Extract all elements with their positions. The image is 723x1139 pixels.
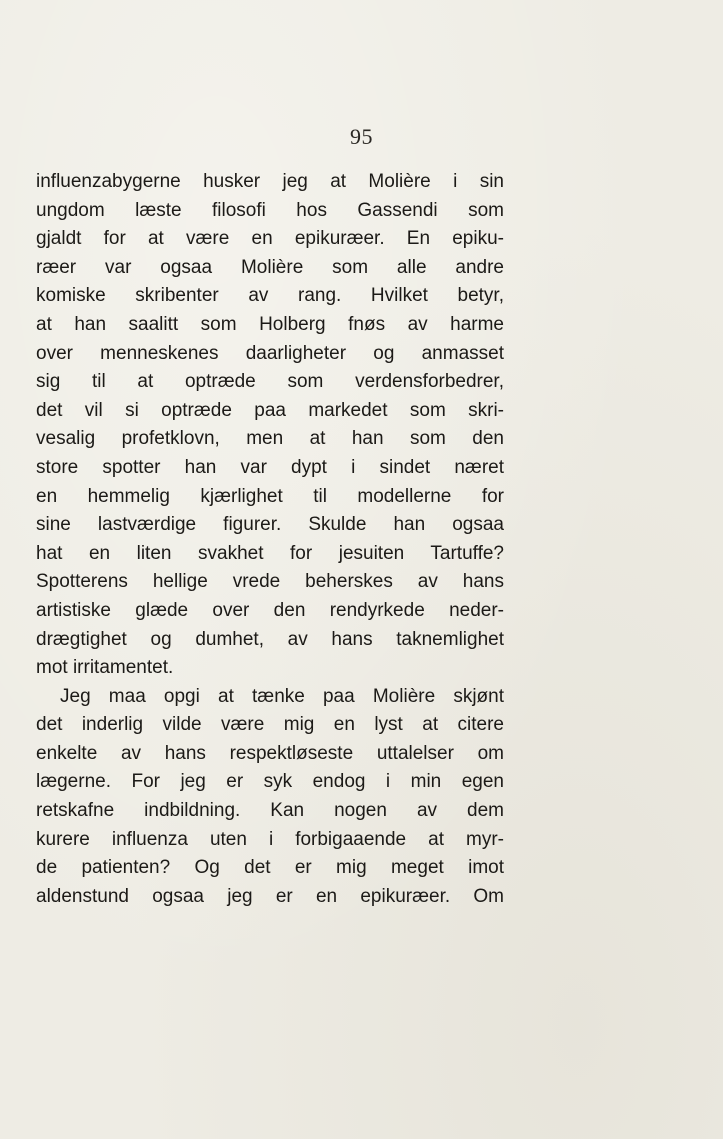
text-line: hat en liten svakhet for jesuiten Tartuffe? bbox=[36, 542, 504, 564]
text-line: at han saalitt som Holberg fnøs av harme bbox=[36, 313, 504, 335]
text-line: artistiske glæde over den rendyrkede neder- bbox=[36, 599, 504, 621]
text-line: enkelte av hans respektløseste uttalelser om bbox=[36, 742, 504, 764]
text-line: lægerne. For jeg er syk endog i min egen bbox=[36, 771, 504, 793]
text-line: gjaldt for at være en epikuræer. En epiku- bbox=[36, 228, 504, 250]
text-line: det vil si optræde paa markedet som skri- bbox=[36, 399, 504, 421]
text-line-paragraph-end: mot irritamentet. bbox=[36, 657, 174, 679]
text-line: drægtighet og dumhet, av hans taknemlighet bbox=[36, 628, 504, 650]
text-line: ræer var ogsaa Molière som alle andre bbox=[36, 256, 504, 278]
text-line: store spotter han var dypt i sindet næret bbox=[36, 456, 504, 478]
text-line: Spotterens hellige vrede beherskes av hans bbox=[36, 571, 504, 593]
body-text bbox=[36, 168, 504, 911]
text-line: retskafne indbildning. Kan nogen av dem bbox=[36, 800, 504, 822]
text-line-paragraph-start: Jeg maa opgi at tænke paa Molière skjønt bbox=[60, 685, 504, 707]
text-line: de patienten? Og det er mig meget imot bbox=[36, 857, 504, 879]
text-line: det inderlig vilde være mig en lyst at citere bbox=[36, 714, 504, 736]
text-line: over menneskenes daarligheter og anmasset bbox=[36, 342, 504, 364]
text-line: sine lastværdige figurer. Skulde han ogsaa bbox=[36, 514, 504, 536]
text-line: influenzabygerne husker jeg at Molière i sin bbox=[36, 171, 504, 192]
text-line: kurere influenza uten i forbigaaende at myr- bbox=[36, 828, 504, 850]
text-line: ungdom læste filosofi hos Gassendi som bbox=[36, 199, 504, 221]
text-line: en hemmelig kjærlighet til modellerne for bbox=[36, 485, 504, 507]
text-line: vesalig profetklovn, men at han som den bbox=[36, 428, 504, 450]
text-line: sig til at optræde som verdensforbedrer, bbox=[36, 371, 504, 393]
page-number: 95 bbox=[350, 124, 373, 149]
text-line: komiske skribenter av rang. Hvilket betyr, bbox=[36, 285, 504, 307]
text-line: aldenstund ogsaa jeg er en epikuræer. Om bbox=[36, 885, 504, 907]
